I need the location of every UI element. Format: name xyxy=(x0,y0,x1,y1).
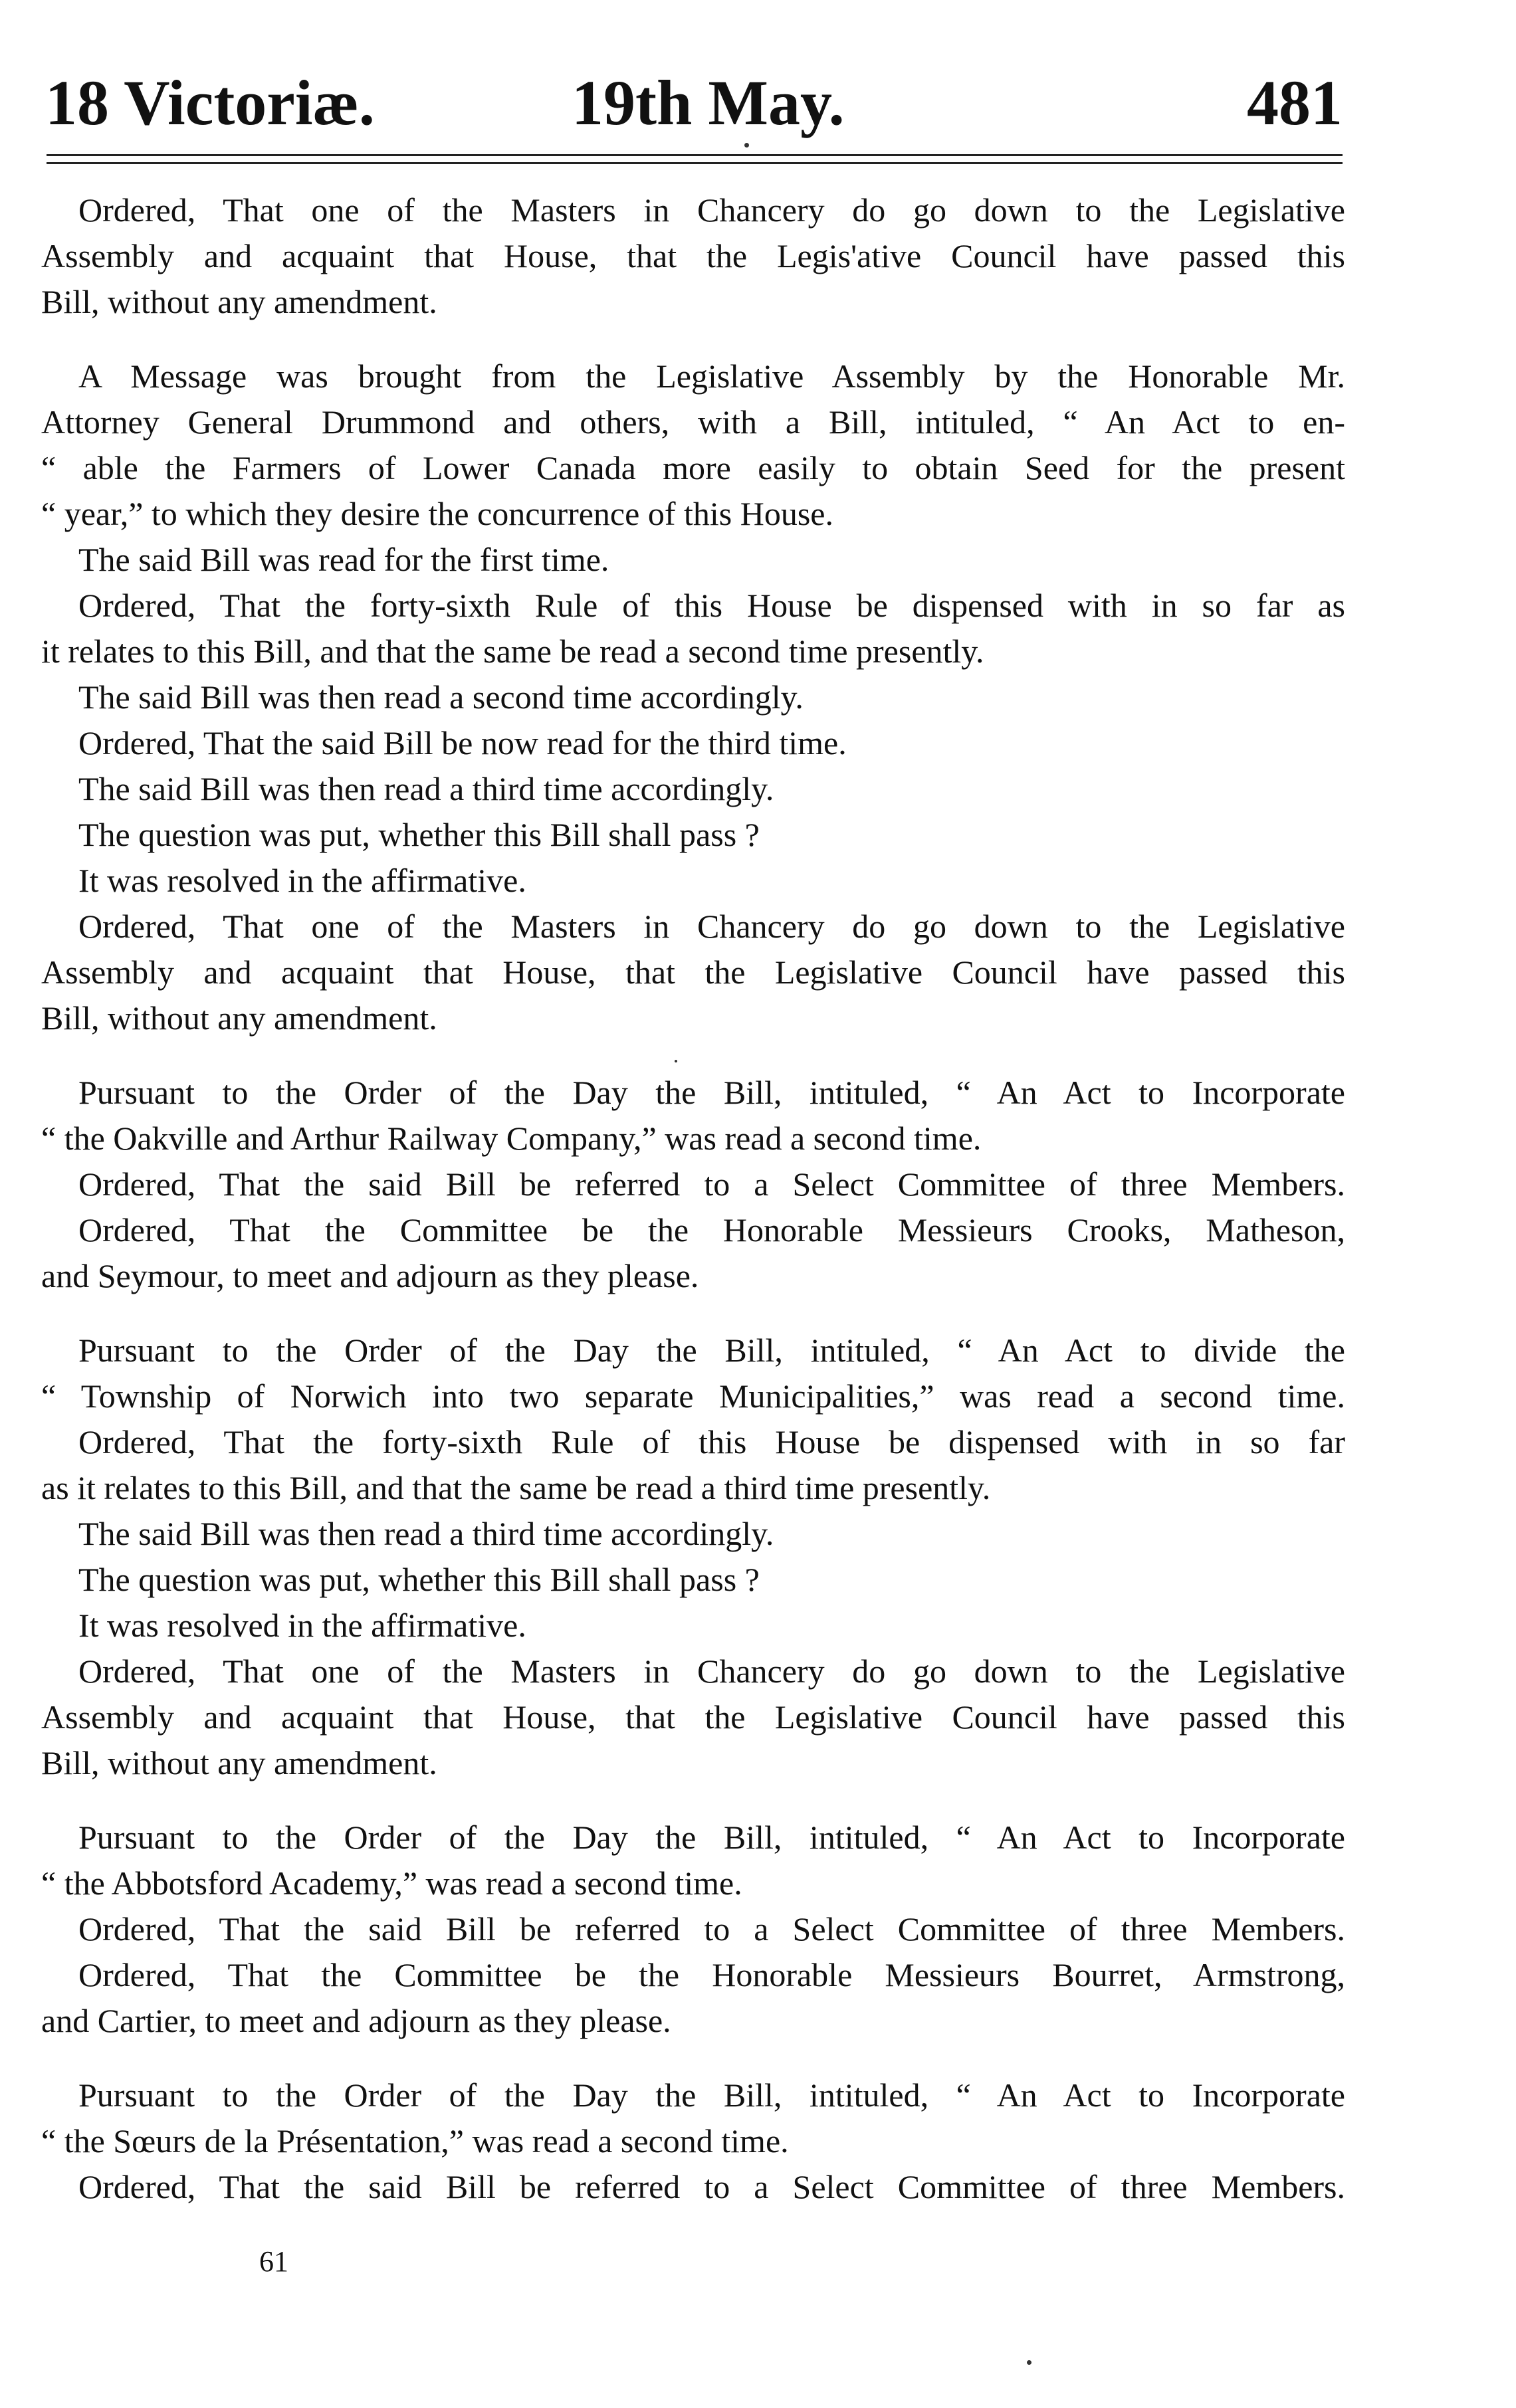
text-line: Attorney General Drummond and others, with a Bill, intituled, “ An Act to en- xyxy=(41,403,1345,441)
text-line: Ordered, That the forty-sixth Rule of this House be dispensed with in so far xyxy=(78,1423,1345,1460)
page-header xyxy=(40,63,1343,143)
text-line: It was resolved in the affirmative. xyxy=(78,862,526,899)
text-line: Ordered, That one of the Masters in Chancery do go down to the Legislative xyxy=(78,908,1345,945)
text-line: as it relates to this Bill, and that the same be read a third time presently. xyxy=(41,1469,991,1506)
header-rule-top xyxy=(47,154,1343,156)
session-date: 19th May. xyxy=(572,67,845,138)
text-line: Assembly and acquaint that House, that the Legislative Council have passed this xyxy=(41,1698,1345,1736)
paragraph-1 xyxy=(41,187,1345,325)
text-line: The said Bill was then read a third time accordingly. xyxy=(78,1515,774,1552)
print-speck xyxy=(675,1060,677,1062)
text-line: it relates to this Bill, and that the same be read a second time presently. xyxy=(41,633,984,670)
text-line: The question was put, whether this Bill shall pass ? xyxy=(78,1561,760,1598)
text-line: “ year,” to which they desire the concurrence of this House. xyxy=(41,495,833,532)
text-line: Assembly and acquaint that House, that the Legis'ative Council have passed this xyxy=(41,237,1345,274)
text-line: “ the Abbotsford Academy,” was read a second time. xyxy=(41,1864,742,1902)
text-line: “ Township of Norwich into two separate Municipalities,” was read a second time. xyxy=(41,1377,1345,1415)
text-line: The question was put, whether this Bill shall pass ? xyxy=(78,816,760,853)
text-line: “ able the Farmers of Lower Canada more easily to obtain Seed for the present xyxy=(41,449,1345,486)
paragraph-4 xyxy=(41,1328,1345,1786)
text-line: Pursuant to the Order of the Day the Bill, intituled, “ An Act to divide the xyxy=(78,1332,1345,1369)
text-line: Pursuant to the Order of the Day the Bill, intituled, “ An Act to Incorporate xyxy=(78,2076,1345,2114)
text-line: The said Bill was then read a third time accordingly. xyxy=(78,770,774,807)
text-line: Bill, without any amendment. xyxy=(41,283,437,320)
text-line: Pursuant to the Order of the Day the Bill, intituled, “ An Act to Incorporate xyxy=(78,1819,1345,1856)
text-line: Pursuant to the Order of the Day the Bill, intituled, “ An Act to Incorporate xyxy=(78,1074,1345,1111)
text-line: Ordered, That the said Bill be referred to a Select Committee of three Members. xyxy=(78,1165,1345,1203)
text-line: The said Bill was then read a second time accordingly. xyxy=(78,678,804,716)
text-line: and Seymour, to meet and adjourn as they please. xyxy=(41,1257,699,1294)
text-line: “ the Sœurs de la Présentation,” was read a second time. xyxy=(41,2122,789,2159)
text-line: “ the Oakville and Arthur Railway Company,” was read a second time. xyxy=(41,1120,982,1157)
text-line: Bill, without any amendment. xyxy=(41,1744,437,1781)
text-line: Assembly and acquaint that House, that the Legislative Council have passed this xyxy=(41,953,1345,991)
journal-body xyxy=(41,187,1345,2239)
text-line: Ordered, That the said Bill be referred to a Select Committee of three Members. xyxy=(78,2168,1345,2205)
text-line: Ordered, That the Committee be the Honorable Messieurs Bourret, Armstrong, xyxy=(78,1956,1345,1993)
text-line: and Cartier, to meet and adjourn as they please. xyxy=(41,2002,671,2039)
text-line: Ordered, That one of the Masters in Chancery do go down to the Legislative xyxy=(78,191,1345,229)
signature-mark: 61 xyxy=(259,2245,288,2278)
paragraph-6 xyxy=(41,2072,1345,2210)
header-rule-bottom xyxy=(47,162,1343,164)
text-line: Ordered, That the said Bill be referred to a Select Committee of three Members. xyxy=(78,1910,1345,1948)
print-speck xyxy=(1027,2360,1031,2365)
text-line: A Message was brought from the Legislative Assembly by the Honorable Mr. xyxy=(78,357,1345,395)
print-speck xyxy=(744,143,749,148)
paragraph-3 xyxy=(41,1070,1345,1299)
text-line: The said Bill was read for the first time. xyxy=(78,541,609,578)
text-line: It was resolved in the affirmative. xyxy=(78,1607,526,1644)
paragraph-5 xyxy=(41,1815,1345,2044)
page-number: 481 xyxy=(1247,67,1343,138)
text-line: Bill, without any amendment. xyxy=(41,999,437,1037)
text-line: Ordered, That the forty-sixth Rule of this House be dispensed with in so far as xyxy=(78,587,1345,624)
regnal-year: 18 Victoriæ. xyxy=(45,67,375,138)
text-line: Ordered, That the Committee be the Honorable Messieurs Crooks, Matheson, xyxy=(78,1211,1345,1249)
paragraph-2 xyxy=(41,353,1345,1041)
text-line: Ordered, That one of the Masters in Chancery do go down to the Legislative xyxy=(78,1653,1345,1690)
text-line: Ordered, That the said Bill be now read for the third time. xyxy=(78,724,847,761)
